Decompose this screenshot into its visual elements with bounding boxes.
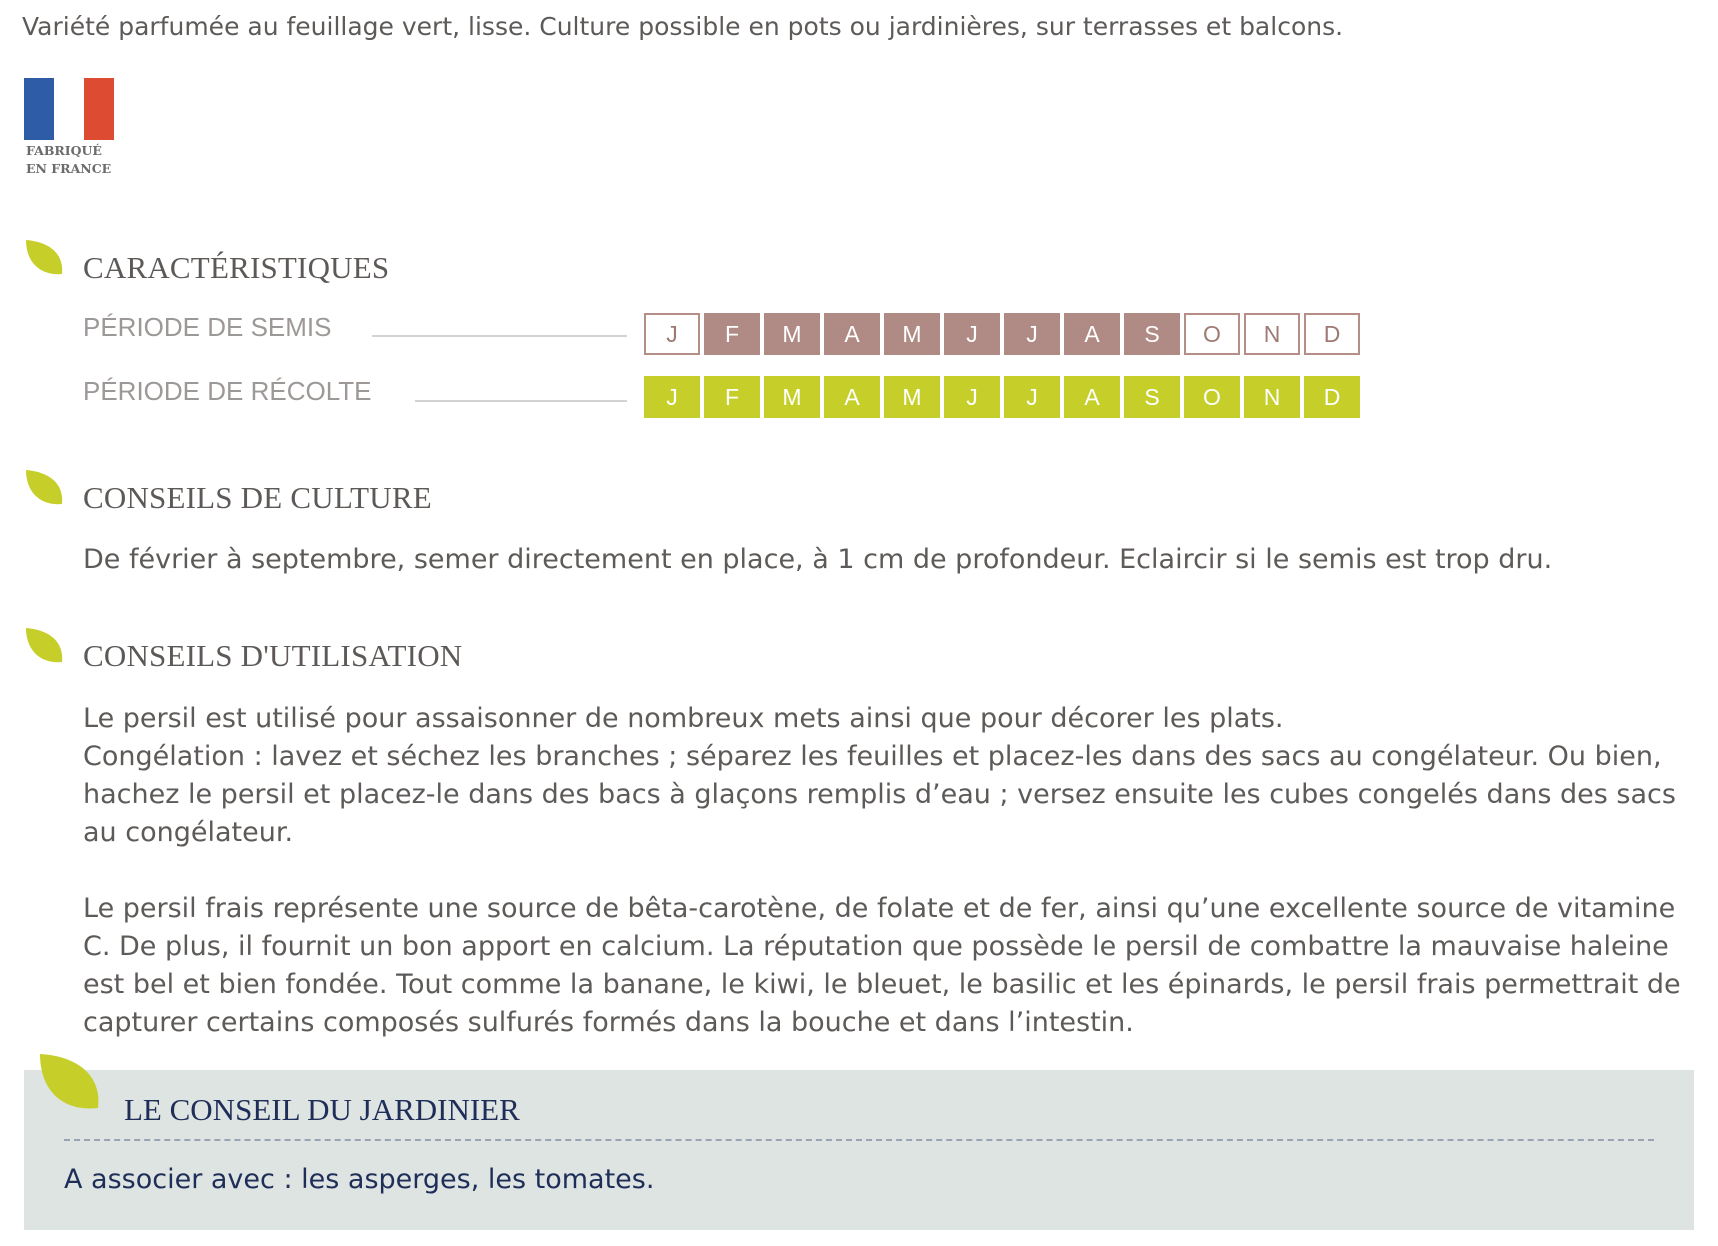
leaf-icon <box>22 238 66 278</box>
harvest-month-12: D <box>1304 376 1360 418</box>
french-flag-icon <box>24 78 114 140</box>
sowing-month-6: J <box>944 313 1000 355</box>
harvest-month-4: A <box>824 376 880 418</box>
harvest-period-label: PÉRIODE DE RÉCOLTE <box>83 376 372 406</box>
made-in-france-badge <box>24 78 116 178</box>
gardener-tip-text: A associer avec : les asperges, les tomates. <box>64 1164 655 1195</box>
sowing-month-1: J <box>644 313 700 355</box>
usage-line-2: Congélation : lavez et séchez les branches ; séparez les feuilles et placez-les dans des sacs au congélateur. Ou bien, hachez le persil et placez-le dans des bacs à glaçons remplis d’eau ; versez ensuite les cubes congelés dans des sacs au congélateur. <box>83 741 1676 848</box>
usage-paragraph-2: Le persil frais représente une source de bêta-carotène, de folate et de fer, ainsi qu’une excellente source de vitamine C. De plus, il fournit un bon apport en calcium. La réputation que possède le persil de combattre la mauvaise haleine est bel et bien fondée. Tout comme la banane, le kiwi, le bleuet, le basilic et les épinards, le persil frais permettrait de capturer certains composés sulfurés formés dans la bouche et dans l’intestin. <box>83 893 1681 1038</box>
sowing-leader-line <box>372 335 627 337</box>
badge-caption-line2: EN FRANCE <box>26 161 112 176</box>
harvest-month-11: N <box>1244 376 1300 418</box>
harvest-month-8: A <box>1064 376 1120 418</box>
sowing-month-7: J <box>1004 313 1060 355</box>
harvest-month-2: F <box>704 376 760 418</box>
harvest-month-5: M <box>884 376 940 418</box>
badge-caption-line1: FABRIQUÉ <box>26 143 102 158</box>
culture-heading: CONSEILS DE CULTURE <box>83 480 432 515</box>
sowing-calendar <box>644 313 1360 355</box>
gardener-tip-heading: LE CONSEIL DU JARDINIER <box>124 1092 520 1127</box>
sowing-month-3: M <box>764 313 820 355</box>
characteristics-heading: CARACTÉRISTIQUES <box>83 250 390 285</box>
usage-paragraph-1 <box>83 700 1683 852</box>
leaf-icon <box>34 1050 104 1114</box>
gardener-tip-box <box>24 1070 1694 1230</box>
sowing-month-5: M <box>884 313 940 355</box>
sowing-month-10: O <box>1184 313 1240 355</box>
harvest-month-9: S <box>1124 376 1180 418</box>
badge-caption <box>24 142 116 178</box>
harvest-month-1: J <box>644 376 700 418</box>
harvest-month-10: O <box>1184 376 1240 418</box>
usage-line-1: Le persil est utilisé pour assaisonner de nombreux mets ainsi que pour décorer les plats. <box>83 703 1284 734</box>
leaf-icon <box>22 468 66 508</box>
harvest-calendar <box>644 376 1360 418</box>
culture-text: De février à septembre, semer directement en place, à 1 cm de profondeur. Eclaircir si le semis est trop dru. <box>83 544 1553 575</box>
leaf-icon <box>22 626 66 666</box>
sowing-month-11: N <box>1244 313 1300 355</box>
usage-heading: CONSEILS D'UTILISATION <box>83 638 463 673</box>
intro-text: Variété parfumée au feuillage vert, lisse. Culture possible en pots ou jardinières, sur terrasses et balcons. <box>22 12 1344 41</box>
sowing-month-12: D <box>1304 313 1360 355</box>
harvest-month-3: M <box>764 376 820 418</box>
sowing-period-label: PÉRIODE DE SEMIS <box>83 312 332 342</box>
sowing-month-2: F <box>704 313 760 355</box>
harvest-month-7: J <box>1004 376 1060 418</box>
harvest-leader-line <box>415 400 627 402</box>
tip-divider <box>64 1139 1654 1141</box>
sowing-month-9: S <box>1124 313 1180 355</box>
sowing-month-4: A <box>824 313 880 355</box>
sowing-month-8: A <box>1064 313 1120 355</box>
harvest-month-6: J <box>944 376 1000 418</box>
